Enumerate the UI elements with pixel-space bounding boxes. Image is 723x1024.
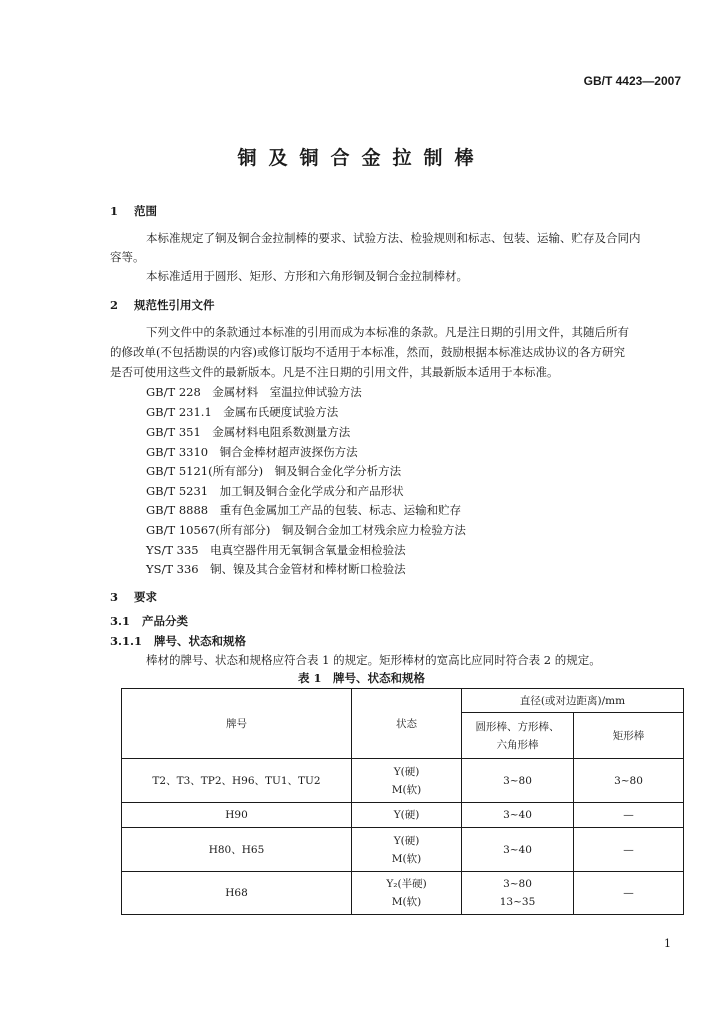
subsection-3-1-heading (110, 613, 188, 629)
cell-rect: — (574, 872, 684, 915)
section-2-intro-line-3: 是否可使用这些文件的最新版本。凡是不注日期的引用文件，其最新版本适用于本标准。 (110, 365, 559, 379)
page-number: 1 (664, 937, 671, 950)
table-row (122, 872, 684, 915)
section-3-title: 要求 (134, 590, 158, 604)
section-1-para-1-line-1: 本标准规定了铜及铜合金拉制棒的要求、试验方法、检验规则和标志、包装、运输、贮存及合同内 (146, 231, 641, 245)
cell-rect: 3~80 (574, 759, 684, 803)
reference-item: GB/T 351 金属材料电阻系数测量方法 (146, 425, 351, 439)
state-line-1: Y(硬) (393, 834, 420, 847)
section-1-para-2: 本标准适用于圆形、矩形、方形和六角形铜及铜合金拉制棒材。 (146, 269, 468, 283)
section-2-number: 2 (110, 298, 119, 312)
section-2-intro-line-2: 的修改单(不包括勘误的内容)或修订版均不适用于本标准，然而，鼓励根据本标准达成协议的各方研究 (110, 345, 625, 359)
header-diameter: 直径(或对边距离)/mm (462, 689, 684, 713)
round-line-2: 13~35 (499, 896, 536, 908)
section-1-number: 1 (110, 204, 119, 218)
cell-grade: H80、H65 (122, 828, 352, 872)
cell-rect: — (574, 828, 684, 872)
cell-round: 3~40 (462, 828, 574, 872)
section-1-para-1-line-2: 容等。 (110, 250, 145, 264)
reference-item: GB/T 231.1 金属布氏硬度试验方法 (146, 405, 339, 419)
cell-round: 3~80 (462, 759, 574, 803)
subsection-3-1-title: 产品分类 (142, 614, 189, 628)
cell-rect: — (574, 803, 684, 828)
reference-item: GB/T 5121(所有部分) 铜及铜合金化学分析方法 (146, 464, 402, 478)
cell-grade: T2、T3、TP2、H96、TU1、TU2 (122, 759, 352, 803)
section-3-heading (110, 589, 157, 605)
section-3-body: 棒材的牌号、状态和规格应符合表 1 的规定。矩形棒材的宽高比应同时符合表 2 的规定。 (146, 653, 601, 667)
cell-state: Y(硬) (352, 803, 462, 828)
section-2-intro-line-1: 下列文件中的条款通过本标准的引用而成为本标准的条款。凡是注日期的引用文件，其随后所有 (146, 325, 629, 339)
header-round-hex (462, 713, 574, 759)
section-3-number: 3 (110, 590, 119, 604)
table-1 (121, 688, 684, 915)
state-line-2: M(软) (391, 852, 422, 865)
subsection-3-1-number: 3.1 (110, 614, 131, 628)
state-line-2: M(软) (391, 896, 422, 908)
cell-state (352, 872, 462, 915)
reference-item: GB/T 228 金属材料 室温拉伸试验方法 (146, 385, 362, 399)
state-line-1: Y(硬) (393, 765, 420, 778)
reference-item: GB/T 5231 加工铜及铜合金化学成分和产品形状 (146, 484, 404, 498)
cell-state (352, 759, 462, 803)
section-1-heading (110, 203, 157, 219)
section-2-heading (110, 297, 215, 313)
header-grade: 牌号 (122, 689, 352, 759)
header-rect: 矩形棒 (574, 713, 684, 759)
cell-round (462, 872, 574, 915)
reference-item: YS/T 335 电真空器件用无氧铜含氧量金相检验法 (146, 543, 406, 557)
reference-item: GB/T 8888 重有色金属加工产品的包装、标志、运输和贮存 (146, 503, 462, 517)
header-state: 状态 (352, 689, 462, 759)
document-title: 铜及铜合金拉制棒 (237, 147, 486, 169)
standard-number: GB/T 4423—2007 (583, 74, 681, 88)
table-row (122, 828, 684, 872)
reference-item: GB/T 10567(所有部分) 铜及铜合金加工材残余应力检验方法 (146, 523, 466, 537)
subsection-3-1-1-heading (110, 633, 246, 649)
round-line-1: 3~80 (503, 878, 532, 890)
table-row (122, 759, 684, 803)
cell-grade: H68 (122, 872, 352, 915)
reference-item: YS/T 336 铜、镍及其合金管材和棒材断口检验法 (146, 562, 406, 576)
cell-state (352, 828, 462, 872)
cell-grade: H90 (122, 803, 352, 828)
reference-item: GB/T 3310 铜合金棒材超声波探伤方法 (146, 445, 358, 459)
section-2-title: 规范性引用文件 (134, 298, 215, 312)
subsection-3-1-1-title: 牌号、状态和规格 (154, 634, 247, 648)
subsection-3-1-1-number: 3.1.1 (110, 634, 143, 648)
table-row (122, 803, 684, 828)
state-line-1: Y₂(半硬) (386, 878, 427, 890)
state-line-2: M(软) (391, 783, 422, 796)
table-1-caption: 表 1 牌号、状态和规格 (297, 671, 425, 685)
header-round-line-1: 圆形棒、方形棒、 (475, 720, 560, 733)
header-round-line-2: 六角形棒 (496, 738, 539, 751)
cell-round: 3~40 (462, 803, 574, 828)
section-1-title: 范围 (134, 204, 158, 218)
